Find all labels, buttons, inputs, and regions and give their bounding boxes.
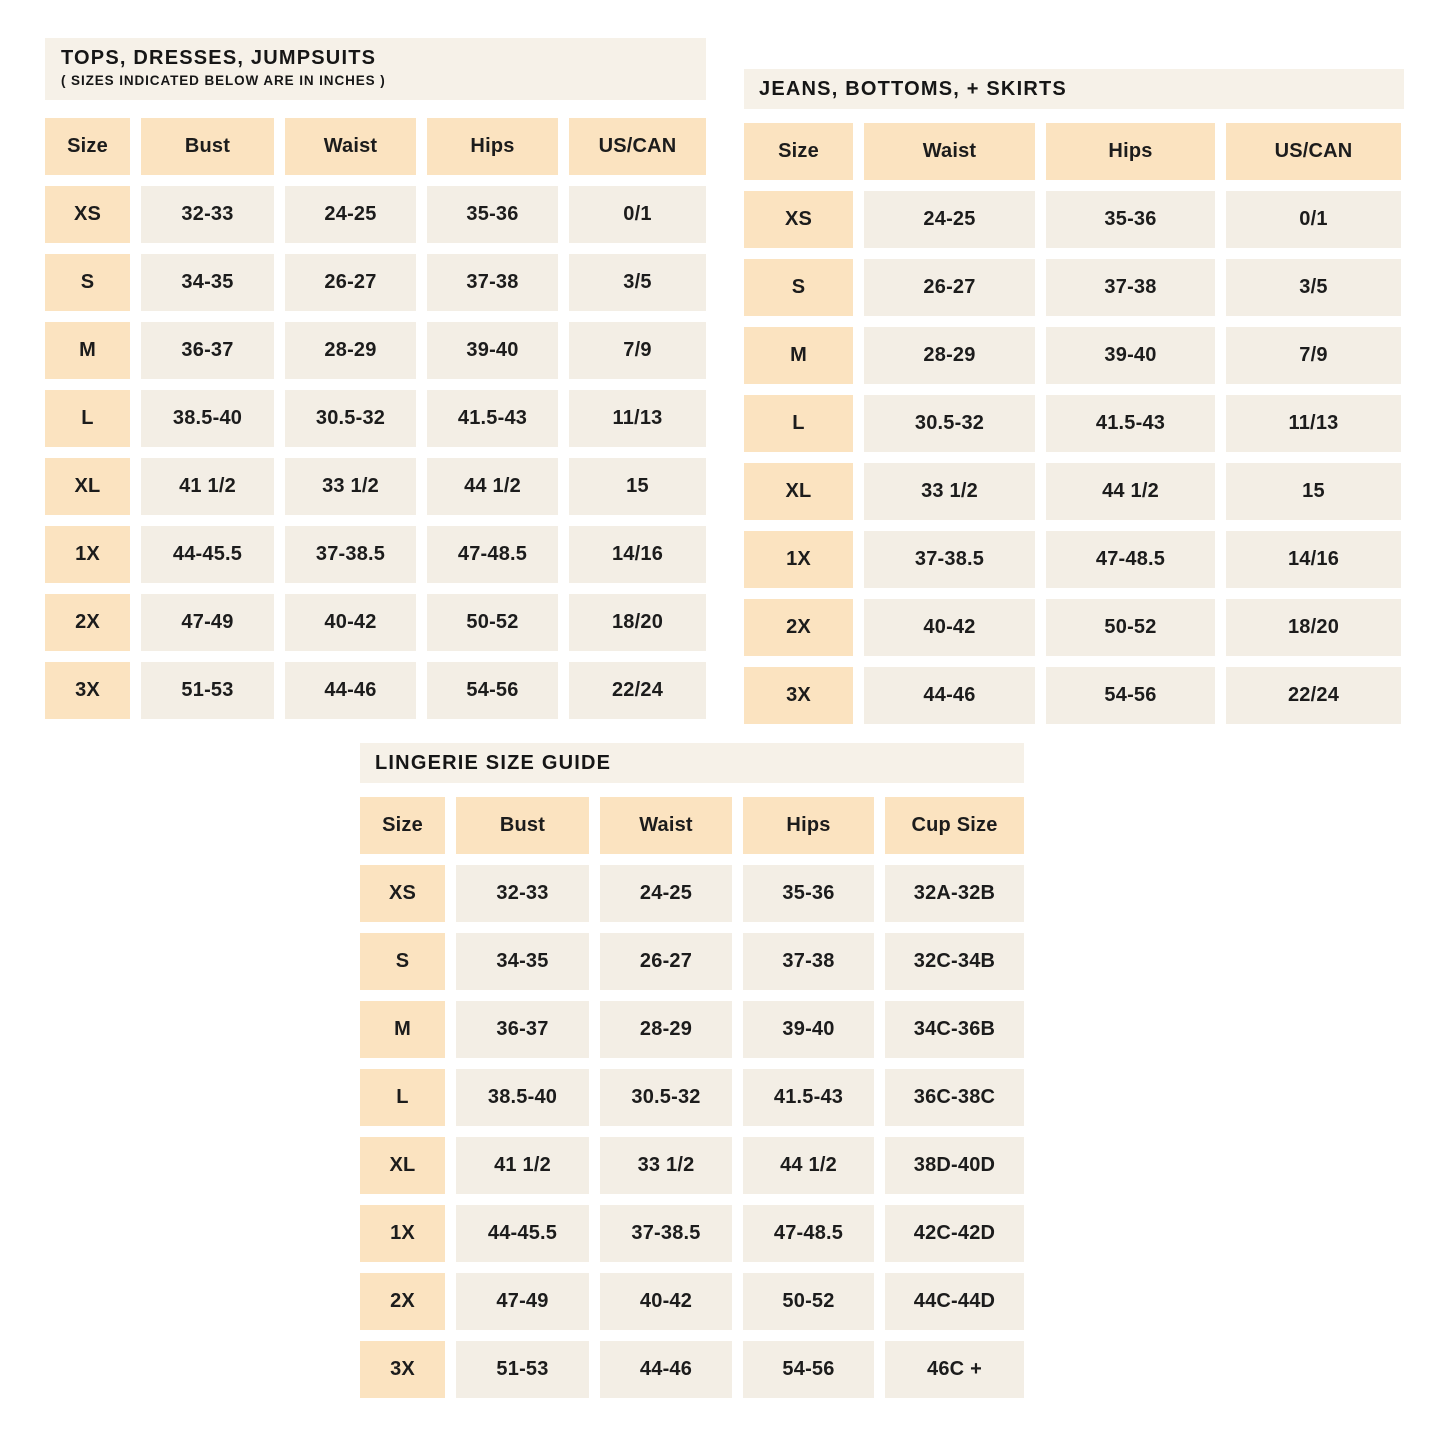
jeans-value-cell: 39-40 [1046,327,1215,384]
tops-value-cell: 0/1 [569,186,706,243]
tops-value-cell: 11/13 [569,390,706,447]
jeans-value-cell: 54-56 [1046,667,1215,724]
jeans-value-cell: 24-25 [864,191,1035,248]
lingerie-value-cell: 32A-32B [885,865,1024,922]
tops-value-cell: 44 1/2 [427,458,558,515]
lingerie-value-cell: 51-53 [456,1341,589,1398]
tops-value-cell: 44-46 [285,662,416,719]
jeans-value-cell: 3/5 [1226,259,1401,316]
lingerie-value-cell: 38D-40D [885,1137,1024,1194]
tops-size-label-xs: XS [45,186,130,243]
lingerie-size-label-3x: 3X [360,1341,445,1398]
lingerie-title-banner [360,743,1024,783]
jeans-size-label-3x: 3X [744,667,853,724]
tops-value-cell: 15 [569,458,706,515]
jeans-value-cell: 41.5-43 [1046,395,1215,452]
tops-value-cell: 44-45.5 [141,526,274,583]
tops-value-cell: 50-52 [427,594,558,651]
tops-value-cell: 47-49 [141,594,274,651]
jeans-size-label-1x: 1X [744,531,853,588]
tops-value-cell: 51-53 [141,662,274,719]
jeans-value-cell: 35-36 [1046,191,1215,248]
jeans-value-cell: 11/13 [1226,395,1401,452]
lingerie-column-header-waist: Waist [600,797,732,854]
jeans-value-cell: 7/9 [1226,327,1401,384]
tops-value-cell: 24-25 [285,186,416,243]
jeans-value-cell: 37-38 [1046,259,1215,316]
jeans-value-cell: 14/16 [1226,531,1401,588]
lingerie-value-cell: 28-29 [600,1001,732,1058]
tops-value-cell: 38.5-40 [141,390,274,447]
tops-value-cell: 3/5 [569,254,706,311]
jeans-size-label-2x: 2X [744,599,853,656]
jeans-size-label-s: S [744,259,853,316]
tops-subtitle: ( SIZES INDICATED BELOW ARE IN INCHES ) [61,73,386,88]
jeans-column-header-size: Size [744,123,853,180]
tops-column-header-hips: Hips [427,118,558,175]
lingerie-size-label-m: M [360,1001,445,1058]
jeans-column-header-waist: Waist [864,123,1035,180]
jeans-value-cell: 26-27 [864,259,1035,316]
jeans-value-cell: 47-48.5 [1046,531,1215,588]
tops-size-label-3x: 3X [45,662,130,719]
jeans-value-cell: 44 1/2 [1046,463,1215,520]
lingerie-value-cell: 44C-44D [885,1273,1024,1330]
tops-size-table [45,118,706,719]
lingerie-value-cell: 24-25 [600,865,732,922]
jeans-value-cell: 37-38.5 [864,531,1035,588]
jeans-size-table [744,123,1401,724]
lingerie-value-cell: 50-52 [743,1273,874,1330]
tops-value-cell: 32-33 [141,186,274,243]
tops-size-label-2x: 2X [45,594,130,651]
tops-value-cell: 34-35 [141,254,274,311]
lingerie-title: LINGERIE SIZE GUIDE [375,751,612,774]
lingerie-value-cell: 32-33 [456,865,589,922]
tops-size-label-xl: XL [45,458,130,515]
tops-value-cell: 7/9 [569,322,706,379]
lingerie-column-header-hips: Hips [743,797,874,854]
tops-value-cell: 40-42 [285,594,416,651]
lingerie-value-cell: 54-56 [743,1341,874,1398]
tops-column-header-size: Size [45,118,130,175]
jeans-value-cell: 40-42 [864,599,1035,656]
jeans-column-header-us-can: US/CAN [1226,123,1401,180]
tops-value-cell: 14/16 [569,526,706,583]
tops-column-header-waist: Waist [285,118,416,175]
lingerie-value-cell: 41.5-43 [743,1069,874,1126]
lingerie-value-cell: 34-35 [456,933,589,990]
tops-size-label-1x: 1X [45,526,130,583]
jeans-title-banner [744,69,1404,109]
lingerie-column-header-size: Size [360,797,445,854]
tops-value-cell: 30.5-32 [285,390,416,447]
tops-title-banner [45,38,706,100]
lingerie-size-label-2x: 2X [360,1273,445,1330]
jeans-value-cell: 33 1/2 [864,463,1035,520]
tops-value-cell: 41.5-43 [427,390,558,447]
lingerie-value-cell: 34C-36B [885,1001,1024,1058]
tops-value-cell: 37-38.5 [285,526,416,583]
lingerie-value-cell: 44-45.5 [456,1205,589,1262]
tops-value-cell: 28-29 [285,322,416,379]
tops-value-cell: 47-48.5 [427,526,558,583]
tops-value-cell: 36-37 [141,322,274,379]
jeans-value-cell: 44-46 [864,667,1035,724]
lingerie-value-cell: 41 1/2 [456,1137,589,1194]
lingerie-value-cell: 38.5-40 [456,1069,589,1126]
jeans-size-label-l: L [744,395,853,452]
lingerie-size-label-1x: 1X [360,1205,445,1262]
jeans-value-cell: 30.5-32 [864,395,1035,452]
tops-value-cell: 33 1/2 [285,458,416,515]
lingerie-column-header-bust: Bust [456,797,589,854]
lingerie-value-cell: 26-27 [600,933,732,990]
lingerie-size-label-xl: XL [360,1137,445,1194]
jeans-value-cell: 15 [1226,463,1401,520]
tops-column-header-bust: Bust [141,118,274,175]
jeans-size-label-m: M [744,327,853,384]
lingerie-size-label-l: L [360,1069,445,1126]
lingerie-value-cell: 36-37 [456,1001,589,1058]
tops-size-label-l: L [45,390,130,447]
lingerie-size-label-xs: XS [360,865,445,922]
lingerie-value-cell: 37-38.5 [600,1205,732,1262]
jeans-value-cell: 18/20 [1226,599,1401,656]
lingerie-value-cell: 40-42 [600,1273,732,1330]
lingerie-value-cell: 44-46 [600,1341,732,1398]
lingerie-value-cell: 39-40 [743,1001,874,1058]
lingerie-value-cell: 37-38 [743,933,874,990]
lingerie-column-header-cup-size: Cup Size [885,797,1024,854]
tops-value-cell: 39-40 [427,322,558,379]
tops-value-cell: 41 1/2 [141,458,274,515]
tops-size-label-m: M [45,322,130,379]
lingerie-value-cell: 30.5-32 [600,1069,732,1126]
lingerie-value-cell: 42C-42D [885,1205,1024,1262]
tops-value-cell: 22/24 [569,662,706,719]
tops-value-cell: 35-36 [427,186,558,243]
jeans-title: JEANS, BOTTOMS, + SKIRTS [759,77,1067,100]
lingerie-size-table [360,797,1024,1398]
tops-value-cell: 26-27 [285,254,416,311]
lingerie-value-cell: 47-49 [456,1273,589,1330]
jeans-value-cell: 50-52 [1046,599,1215,656]
lingerie-value-cell: 36C-38C [885,1069,1024,1126]
jeans-size-label-xs: XS [744,191,853,248]
lingerie-value-cell: 47-48.5 [743,1205,874,1262]
jeans-value-cell: 28-29 [864,327,1035,384]
tops-column-header-us-can: US/CAN [569,118,706,175]
tops-title: TOPS, DRESSES, JUMPSUITS [61,47,377,69]
tops-value-cell: 18/20 [569,594,706,651]
jeans-value-cell: 0/1 [1226,191,1401,248]
tops-value-cell: 37-38 [427,254,558,311]
tops-value-cell: 54-56 [427,662,558,719]
lingerie-value-cell: 32C-34B [885,933,1024,990]
lingerie-size-label-s: S [360,933,445,990]
jeans-size-label-xl: XL [744,463,853,520]
lingerie-value-cell: 35-36 [743,865,874,922]
jeans-column-header-hips: Hips [1046,123,1215,180]
lingerie-value-cell: 33 1/2 [600,1137,732,1194]
lingerie-value-cell: 46C + [885,1341,1024,1398]
jeans-value-cell: 22/24 [1226,667,1401,724]
tops-size-label-s: S [45,254,130,311]
lingerie-value-cell: 44 1/2 [743,1137,874,1194]
